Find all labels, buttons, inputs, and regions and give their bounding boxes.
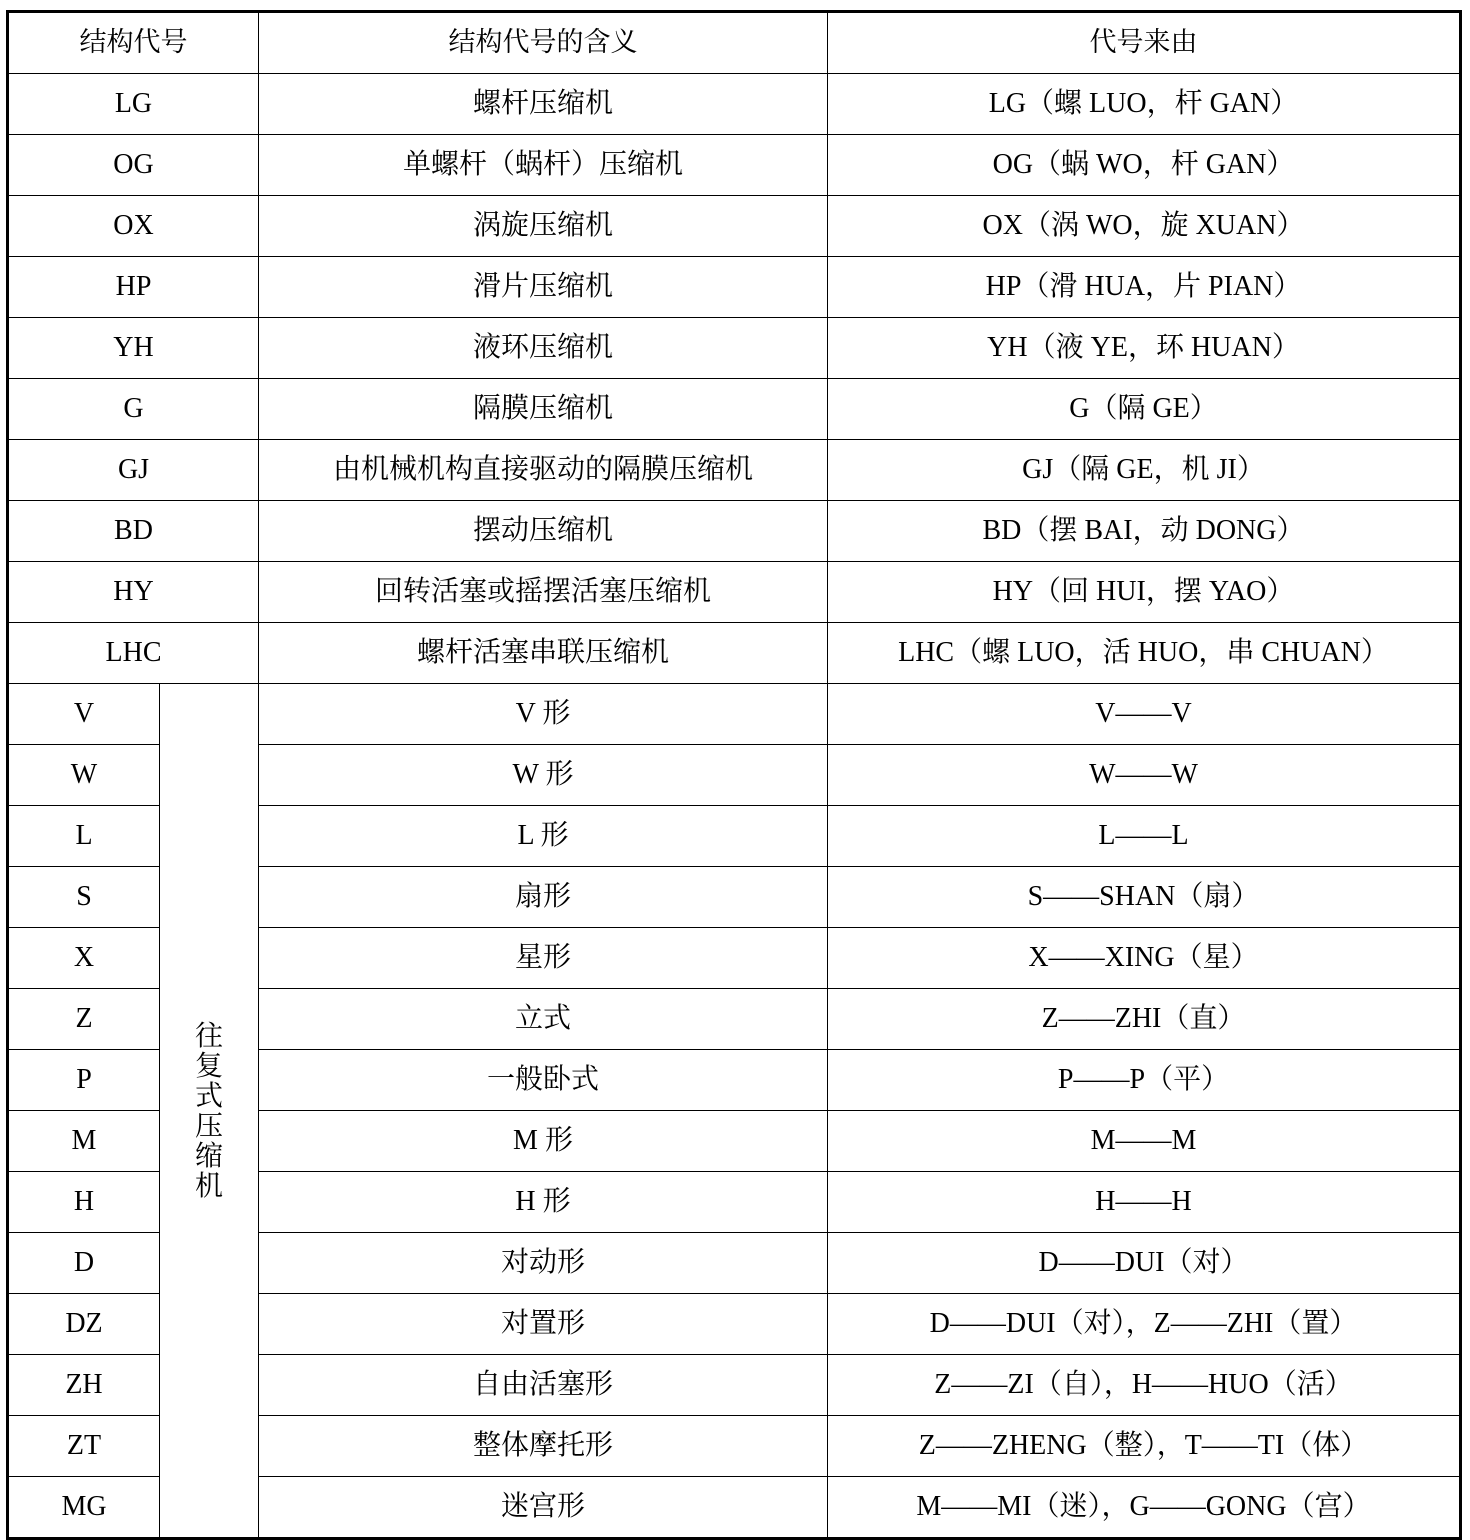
table-row — [8, 257, 1461, 318]
code-cell: G — [8, 379, 259, 440]
table-row — [8, 562, 1461, 623]
code-cell: DZ — [8, 1294, 160, 1355]
header-origin: 代号来由 — [828, 12, 1461, 74]
origin-cell: Z——ZHENG（整），T——TI（体） — [828, 1416, 1461, 1477]
table-row — [8, 196, 1461, 257]
meaning-cell: 螺杆压缩机 — [259, 74, 828, 135]
table-row — [8, 135, 1461, 196]
table-row — [8, 379, 1461, 440]
meaning-cell: 对动形 — [259, 1233, 828, 1294]
group-label-char: 缩 — [194, 1138, 223, 1172]
origin-cell: BD（摆 BAI，动 DONG） — [828, 501, 1461, 562]
code-cell: ZH — [8, 1355, 160, 1416]
origin-cell: X——XING（星） — [828, 928, 1461, 989]
header-row — [8, 12, 1461, 74]
origin-cell: M——MI（迷），G——GONG（宫） — [828, 1477, 1461, 1539]
code-cell: S — [8, 867, 160, 928]
origin-cell: OG（蜗 WO，杆 GAN） — [828, 135, 1461, 196]
meaning-cell: 对置形 — [259, 1294, 828, 1355]
origin-cell: LG（螺 LUO，杆 GAN） — [828, 74, 1461, 135]
meaning-cell: W 形 — [259, 745, 828, 806]
code-cell: YH — [8, 318, 259, 379]
group-label-char: 往 — [194, 1018, 223, 1052]
group-label-char: 压 — [194, 1108, 223, 1142]
origin-cell: W——W — [828, 745, 1461, 806]
code-cell: H — [8, 1172, 160, 1233]
meaning-cell: 迷宫形 — [259, 1477, 828, 1539]
origin-cell: L——L — [828, 806, 1461, 867]
code-cell: MG — [8, 1477, 160, 1539]
origin-cell: HP（滑 HUA，片 PIAN） — [828, 257, 1461, 318]
code-cell: M — [8, 1111, 160, 1172]
origin-cell: S——SHAN（扇） — [828, 867, 1461, 928]
meaning-cell: M 形 — [259, 1111, 828, 1172]
table-row — [8, 74, 1461, 135]
meaning-cell: 单螺杆（蜗杆）压缩机 — [259, 135, 828, 196]
table-row — [8, 501, 1461, 562]
code-cell: GJ — [8, 440, 259, 501]
code-cell: OX — [8, 196, 259, 257]
origin-cell: OX（涡 WO，旋 XUAN） — [828, 196, 1461, 257]
meaning-cell: 扇形 — [259, 867, 828, 928]
table-row — [8, 318, 1461, 379]
group-label-char: 机 — [194, 1168, 223, 1202]
origin-cell: G（隔 GE） — [828, 379, 1461, 440]
origin-cell: D——DUI（对） — [828, 1233, 1461, 1294]
origin-cell: YH（液 YE，环 HUAN） — [828, 318, 1461, 379]
group-label-char: 复 — [194, 1048, 223, 1082]
code-cell: HY — [8, 562, 259, 623]
meaning-cell: V 形 — [259, 684, 828, 745]
meaning-cell: 液环压缩机 — [259, 318, 828, 379]
code-cell: X — [8, 928, 160, 989]
table-row — [8, 684, 1461, 745]
origin-cell: D——DUI（对），Z——ZHI（置） — [828, 1294, 1461, 1355]
meaning-cell: 一般卧式 — [259, 1050, 828, 1111]
code-cell: L — [8, 806, 160, 867]
table-row — [8, 623, 1461, 684]
code-cell: HP — [8, 257, 259, 318]
structure-code-table — [6, 10, 1462, 1540]
meaning-cell: H 形 — [259, 1172, 828, 1233]
origin-cell: Z——ZHI（直） — [828, 989, 1461, 1050]
origin-cell: P——P（平） — [828, 1050, 1461, 1111]
meaning-cell: 隔膜压缩机 — [259, 379, 828, 440]
table-row — [8, 440, 1461, 501]
header-meaning: 结构代号的含义 — [259, 12, 828, 74]
meaning-cell: 立式 — [259, 989, 828, 1050]
meaning-cell: 整体摩托形 — [259, 1416, 828, 1477]
meaning-cell: 摆动压缩机 — [259, 501, 828, 562]
code-cell: BD — [8, 501, 259, 562]
meaning-cell: 螺杆活塞串联压缩机 — [259, 623, 828, 684]
code-cell: Z — [8, 989, 160, 1050]
meaning-cell: 回转活塞或摇摆活塞压缩机 — [259, 562, 828, 623]
origin-cell: M——M — [828, 1111, 1461, 1172]
header-code: 结构代号 — [8, 12, 259, 74]
meaning-cell: L 形 — [259, 806, 828, 867]
group-label-char: 式 — [194, 1078, 223, 1112]
code-cell: V — [8, 684, 160, 745]
origin-cell: LHC（螺 LUO，活 HUO，串 CHUAN） — [828, 623, 1461, 684]
meaning-cell: 自由活塞形 — [259, 1355, 828, 1416]
code-cell: LHC — [8, 623, 259, 684]
code-cell: OG — [8, 135, 259, 196]
origin-cell: GJ（隔 GE，机 JI） — [828, 440, 1461, 501]
meaning-cell: 星形 — [259, 928, 828, 989]
code-cell: LG — [8, 74, 259, 135]
group-label-reciprocating — [160, 684, 259, 1539]
code-cell: P — [8, 1050, 160, 1111]
origin-cell: H——H — [828, 1172, 1461, 1233]
meaning-cell: 涡旋压缩机 — [259, 196, 828, 257]
code-cell: D — [8, 1233, 160, 1294]
meaning-cell: 滑片压缩机 — [259, 257, 828, 318]
origin-cell: HY（回 HUI，摆 YAO） — [828, 562, 1461, 623]
code-cell: ZT — [8, 1416, 160, 1477]
origin-cell: V——V — [828, 684, 1461, 745]
code-cell: W — [8, 745, 160, 806]
origin-cell: Z——ZI（自），H——HUO（活） — [828, 1355, 1461, 1416]
meaning-cell: 由机械机构直接驱动的隔膜压缩机 — [259, 440, 828, 501]
